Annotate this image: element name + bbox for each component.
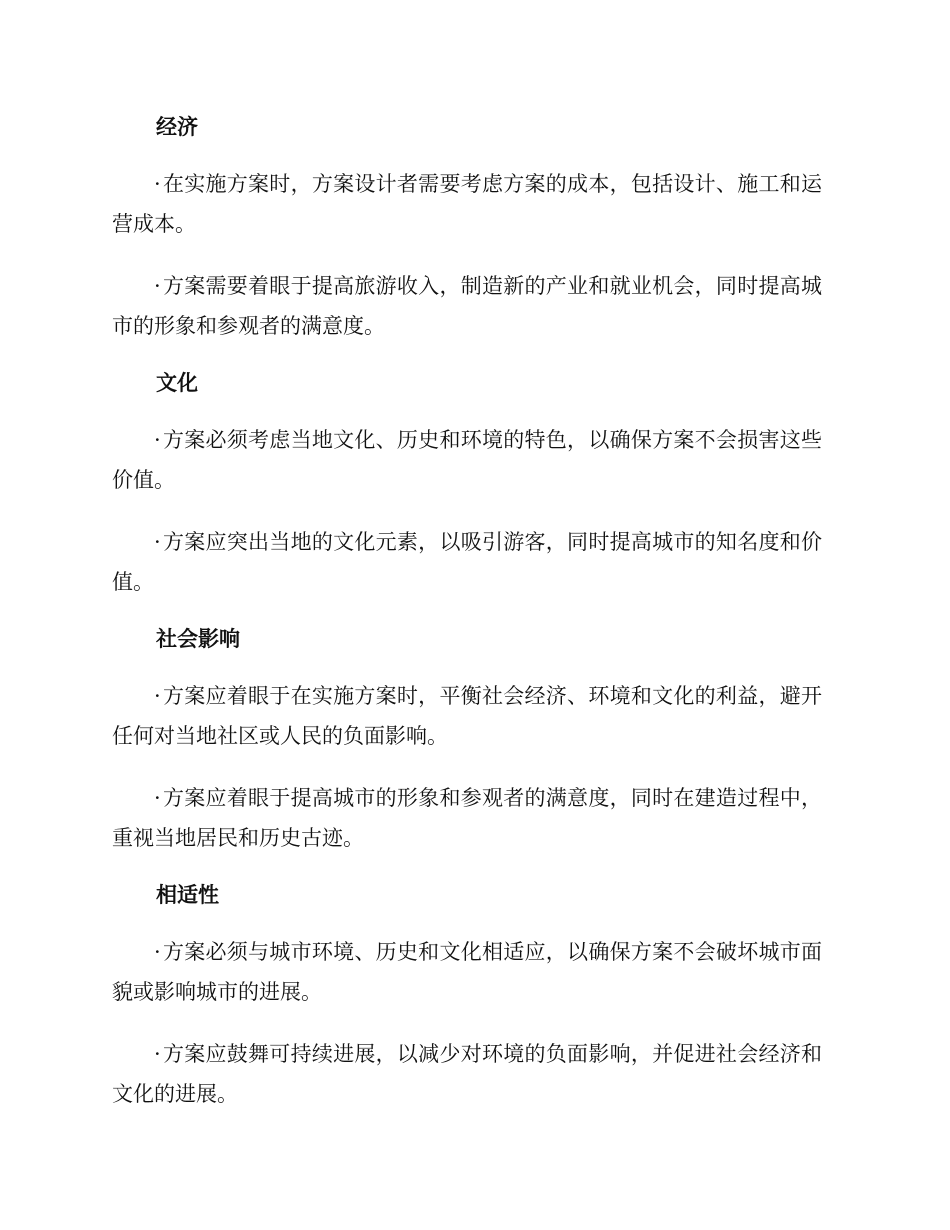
section-social-impact xyxy=(112,624,822,858)
paragraph-text: 方案应着眼于提高城市的形象和参观者的满意度，同时在建造过程中，重视当地居民和历史古迹。 xyxy=(112,786,822,850)
section-heading: 相适性 xyxy=(156,883,219,907)
bullet-glyph: · xyxy=(154,684,161,708)
section-economy xyxy=(112,112,822,346)
document-page xyxy=(112,112,822,1114)
paragraph-text: 方案必须与城市环境、历史和文化相适应，以确保方案不会破坏城市面貌或影响城市的进展。 xyxy=(112,940,822,1004)
bullet-paragraph xyxy=(112,932,822,1012)
bullet-glyph: · xyxy=(154,940,161,964)
section-heading: 文化 xyxy=(156,371,198,395)
bullet-paragraph xyxy=(112,1034,822,1114)
bullet-glyph: · xyxy=(154,1042,161,1066)
bullet-glyph: · xyxy=(154,172,161,196)
bullet-paragraph xyxy=(112,522,822,602)
section-heading: 社会影响 xyxy=(156,627,240,651)
paragraph-text: 方案应着眼于在实施方案时，平衡社会经济、环境和文化的利益，避开任何对当地社区或人民的负面影响。 xyxy=(112,684,822,748)
paragraph-text: 在实施方案时，方案设计者需要考虑方案的成本，包括设计、施工和运营成本。 xyxy=(112,172,822,236)
bullet-glyph: · xyxy=(154,530,161,554)
bullet-glyph: · xyxy=(154,274,161,298)
paragraph-text: 方案需要着眼于提高旅游收入，制造新的产业和就业机会，同时提高城市的形象和参观者的满意度。 xyxy=(112,274,822,338)
bullet-paragraph xyxy=(112,164,822,244)
section-compatibility xyxy=(112,880,822,1114)
section-heading: 经济 xyxy=(156,115,198,139)
bullet-paragraph xyxy=(112,266,822,346)
paragraph-text: 方案必须考虑当地文化、历史和环境的特色，以确保方案不会损害这些价值。 xyxy=(112,428,822,492)
bullet-glyph: · xyxy=(154,428,161,452)
bullet-paragraph xyxy=(112,676,822,756)
bullet-glyph: · xyxy=(154,786,161,810)
bullet-paragraph xyxy=(112,778,822,858)
bullet-paragraph xyxy=(112,420,822,500)
paragraph-text: 方案应突出当地的文化元素，以吸引游客，同时提高城市的知名度和价值。 xyxy=(112,530,822,594)
paragraph-text: 方案应鼓舞可持续进展，以减少对环境的负面影响，并促进社会经济和文化的进展。 xyxy=(112,1042,822,1106)
section-culture xyxy=(112,368,822,602)
